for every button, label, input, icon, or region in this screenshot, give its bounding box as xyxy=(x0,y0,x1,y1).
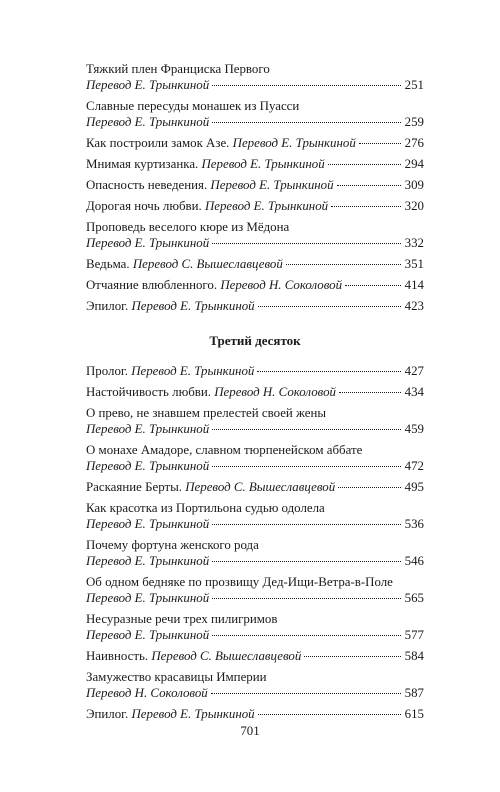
entry-title: Эпилог. xyxy=(86,299,129,313)
entry-page: 587 xyxy=(404,686,424,700)
dot-leader xyxy=(212,243,401,244)
entry-translator: Перевод Е. Трынкиной xyxy=(86,628,210,642)
entry-page: 536 xyxy=(404,517,424,531)
entry-page: 351 xyxy=(404,257,424,271)
entry-page: 472 xyxy=(404,459,424,473)
entry-title: Наивность. xyxy=(86,649,149,663)
entry-translator: Перевод Е. Трынкиной xyxy=(86,236,210,250)
toc-entry xyxy=(86,574,424,606)
entry-title: Замужество красавицы Империи xyxy=(86,670,267,684)
toc-entry xyxy=(86,500,424,532)
entry-translator: Перевод Е. Трынкиной xyxy=(86,78,210,92)
toc-entry xyxy=(86,706,424,722)
entry-title: Славные пересуды монашек из Пуасси xyxy=(86,99,300,113)
toc-entry xyxy=(86,363,424,379)
dot-leader xyxy=(212,598,401,599)
entry-page: 332 xyxy=(404,236,424,250)
entry-translator: Перевод Е. Трынкиной xyxy=(201,157,325,171)
entry-page: 546 xyxy=(404,554,424,568)
section-title: Третий десяток xyxy=(209,333,301,348)
dot-leader xyxy=(337,185,401,186)
toc-entry xyxy=(86,198,424,214)
entry-page: 584 xyxy=(404,649,424,663)
toc-entry xyxy=(86,98,424,130)
toc-entry xyxy=(86,256,424,272)
toc-entry xyxy=(86,298,424,314)
entry-page: 434 xyxy=(404,385,424,399)
entry-translator: Перевод Е. Трынкиной xyxy=(204,199,329,213)
entry-page: 577 xyxy=(404,628,424,642)
toc-entry xyxy=(86,669,424,701)
entry-page: 565 xyxy=(404,591,424,605)
entry-translator: Перевод С. Вышеславцевой xyxy=(151,649,302,663)
dot-leader xyxy=(258,306,401,307)
entry-title: О прево, не знавшем прелестей своей жены xyxy=(86,406,327,420)
entry-page: 320 xyxy=(404,199,424,213)
entry-page: 495 xyxy=(404,480,424,494)
toc-entry xyxy=(86,277,424,293)
entry-translator: Перевод С. Вышеславцевой xyxy=(185,480,336,494)
toc-entry xyxy=(86,648,424,664)
entry-page: 459 xyxy=(404,422,424,436)
toc-entry xyxy=(86,442,424,474)
dot-leader xyxy=(212,524,401,525)
entry-title: Почему фортуна женского рода xyxy=(86,538,259,552)
entry-title: Как красотка из Портильона судью одолела xyxy=(86,501,325,515)
entry-page: 414 xyxy=(404,278,424,292)
toc-entry xyxy=(86,479,424,495)
toc-entry xyxy=(86,61,424,93)
entry-translator: Перевод Е. Трынкиной xyxy=(232,136,356,150)
page-number: 701 xyxy=(240,724,260,738)
entry-translator: Перевод Н. Соколовой xyxy=(86,686,208,700)
entry-translator: Перевод Е. Трынкиной xyxy=(86,591,210,605)
dot-leader xyxy=(212,122,401,123)
dot-leader xyxy=(345,285,401,286)
entry-page: 423 xyxy=(404,299,424,313)
dot-leader xyxy=(328,164,401,165)
dot-leader xyxy=(286,264,401,265)
entry-title: Эпилог. xyxy=(86,707,129,721)
entry-translator: Перевод Е. Трынкиной xyxy=(86,422,210,436)
entry-title: О монахе Амадоре, славном тюрпенейском аббате xyxy=(86,443,363,457)
entry-page: 427 xyxy=(404,364,424,378)
entry-translator: Перевод Е. Трынкиной xyxy=(86,115,210,129)
entry-translator: Перевод Е. Трынкиной xyxy=(86,459,210,473)
dot-leader xyxy=(212,635,401,636)
entry-title: Несуразные речи трех пилигримов xyxy=(86,612,278,626)
entry-translator: Перевод Н. Соколовой xyxy=(214,385,336,399)
entry-page: 309 xyxy=(404,178,424,192)
dot-leader xyxy=(257,371,401,372)
dot-leader xyxy=(212,561,401,562)
toc-entry xyxy=(86,611,424,643)
entry-title: Настойчивость любви. xyxy=(86,385,211,399)
dot-leader xyxy=(212,429,401,430)
dot-leader xyxy=(212,85,401,86)
entry-title: Отчаяние влюбленного. xyxy=(86,278,218,292)
entry-translator: Перевод Е. Трынкиной xyxy=(86,554,210,568)
entry-title: Мнимая куртизанка. xyxy=(86,157,199,171)
entry-title: Опасность неведения. xyxy=(86,178,208,192)
entry-title: Дорогая ночь любви. xyxy=(86,199,202,213)
entry-title: Раскаяние Берты. xyxy=(86,480,182,494)
entry-page: 251 xyxy=(404,78,424,92)
dot-leader xyxy=(258,714,401,715)
entry-title: Тяжкий плен Франциска Первого xyxy=(86,62,270,76)
entry-title: Ведьма. xyxy=(86,257,130,271)
dot-leader xyxy=(211,693,401,694)
toc-entry xyxy=(86,219,424,251)
dot-leader xyxy=(212,466,401,467)
toc-entry xyxy=(86,405,424,437)
entry-title: Проповедь веселого кюре из Мёдона xyxy=(86,220,290,234)
dot-leader xyxy=(331,206,401,207)
entry-page: 294 xyxy=(404,157,424,171)
toc-entry xyxy=(86,537,424,569)
toc-entry xyxy=(86,384,424,400)
toc-entry xyxy=(86,177,424,193)
entry-translator: Перевод С. Вышеславцевой xyxy=(132,257,283,271)
entry-translator: Перевод Е. Трынкиной xyxy=(210,178,334,192)
entry-translator: Перевод Е. Трынкиной xyxy=(131,707,255,721)
toc-entry xyxy=(86,156,424,172)
entry-page: 259 xyxy=(404,115,424,129)
entry-translator: Перевод Е. Трынкиной xyxy=(131,364,255,378)
entry-translator: Перевод Е. Трынкиной xyxy=(131,299,255,313)
entry-title: Пролог. xyxy=(86,364,128,378)
dot-leader xyxy=(359,143,401,144)
entry-translator: Перевод Н. Соколовой xyxy=(220,278,343,292)
entry-title: Как построили замок Азе. xyxy=(86,136,230,150)
table-of-contents xyxy=(86,61,424,727)
entry-page: 615 xyxy=(404,707,424,721)
dot-leader xyxy=(304,656,401,657)
entry-translator: Перевод Е. Трынкиной xyxy=(86,517,210,531)
toc-entry xyxy=(86,135,424,151)
dot-leader xyxy=(339,392,401,393)
entry-page: 276 xyxy=(404,136,424,150)
dot-leader xyxy=(338,487,401,488)
entry-title: Об одном бедняке по прозвищу Дед-Ищи-Ветра-в-Поле xyxy=(86,575,393,589)
